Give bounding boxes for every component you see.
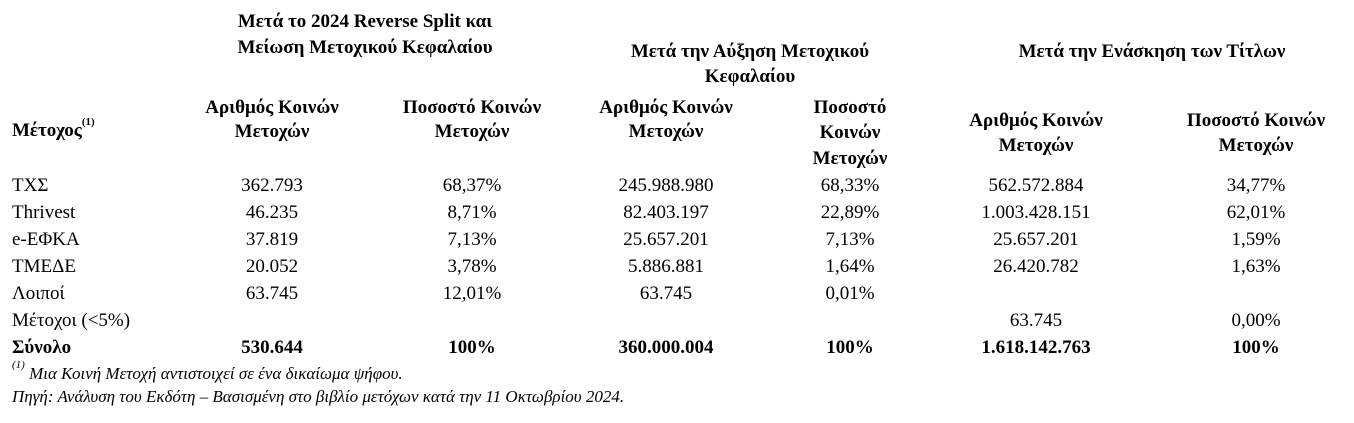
row-c3: 1.003.428.151 (981, 202, 1091, 223)
row-c1: 362.793 (241, 175, 303, 196)
footnote-voting (12, 359, 403, 385)
row-p3: 1,59% (1231, 229, 1281, 250)
col3-pct-header-line2: Μετοχών (1218, 135, 1294, 156)
row-c3: 63.745 (1009, 310, 1063, 331)
total-p2: 100% (826, 337, 874, 358)
total-p3: 100% (1232, 337, 1280, 358)
col3-pct-header-line1: Ποσοστό Κοινών (1186, 110, 1326, 131)
group-header-warrants-exercise: Μετά την Ενάσκηση των Τίτλων (1018, 41, 1286, 62)
col2-pct-header-line1: Ποσοστό (813, 97, 887, 118)
row-name: Λοιποί (12, 283, 65, 304)
group-header-reverse-split-line2: Μείωση Μετοχικού Κεφαλαίου (237, 37, 493, 58)
col1-count-header-line1: Αριθμός Κοινών (205, 97, 339, 118)
row-c3: 562.572.884 (988, 175, 1084, 196)
row-p2: 1,64% (825, 256, 875, 277)
group-header-capital-increase-line1: Μετά την Αύξηση Μετοχικού (630, 41, 870, 62)
col3-count-header-line2: Μετοχών (998, 135, 1074, 156)
row-name: Thrivest (12, 202, 76, 223)
col2-count-header-line2: Μετοχών (628, 121, 704, 142)
row-c2: 245.988.980 (618, 175, 714, 196)
row-name: e-ΕΦΚΑ (12, 229, 80, 250)
row-c1: 37.819 (245, 229, 299, 250)
column-header-holder (12, 116, 95, 142)
col3-count-header-line1: Αριθμός Κοινών (969, 110, 1103, 131)
row-p2: 7,13% (825, 229, 875, 250)
col2-count-header-line1: Αριθμός Κοινών (599, 97, 733, 118)
row-p1: 3,78% (447, 256, 497, 277)
row-c3: 26.420.782 (993, 256, 1079, 277)
row-p1: 12,01% (442, 283, 502, 304)
total-c2: 360.000.004 (618, 337, 714, 358)
col1-pct-header-line2: Μετοχών (434, 121, 510, 142)
col1-count-header-line2: Μετοχών (234, 121, 310, 142)
row-c1: 20.052 (245, 256, 299, 277)
row-p1: 8,71% (447, 202, 497, 223)
row-name: ΤΧΣ (12, 175, 49, 196)
col2-pct-header-line2: Κοινών (819, 122, 881, 143)
row-p1: 7,13% (447, 229, 497, 250)
total-c1: 530.644 (241, 337, 303, 358)
row-p1: 68,37% (442, 175, 502, 196)
row-c1: 63.745 (245, 283, 299, 304)
col2-pct-header-line3: Μετοχών (812, 148, 888, 169)
row-p3: 0,00% (1231, 310, 1281, 331)
total-c3: 1.618.142.763 (981, 337, 1091, 358)
row-c3: 25.657.201 (993, 229, 1079, 250)
row-p2: 68,33% (820, 175, 880, 196)
footnote-source: Πηγή: Ανάλυση του Εκδότη – Βασισμένη στο βιβλίο μετόχων κατά την 11 Οκτωβρίου 2024. (12, 387, 625, 406)
row-p3: 62,01% (1226, 202, 1286, 223)
row-c2: 5.886.881 (628, 256, 704, 277)
row-c1: 46.235 (245, 202, 299, 223)
row-c2: 25.657.201 (623, 229, 709, 250)
total-label: Σύνολο (12, 337, 72, 358)
holder-footnote-ref: (1) (81, 116, 95, 128)
group-header-capital-increase-line2: Κεφαλαίου (704, 66, 796, 87)
row-c2: 63.745 (639, 283, 693, 304)
row-name: ΤΜΕΔΕ (12, 256, 76, 277)
col1-pct-header-line1: Ποσοστό Κοινών (402, 97, 542, 118)
row-c2: 82.403.197 (623, 202, 709, 223)
footnote-marker: (1) (12, 359, 25, 371)
row-p3: 34,77% (1226, 175, 1286, 196)
group-header-reverse-split-line1: Μετά το 2024 Reverse Split και (237, 11, 493, 32)
holder-label: Μέτοχος (12, 120, 82, 141)
row-name: Μέτοχοι (<5%) (12, 310, 131, 331)
row-p2: 0,01% (825, 283, 875, 304)
row-p3: 1,63% (1231, 256, 1281, 277)
row-p2: 22,89% (820, 202, 880, 223)
total-p1: 100% (448, 337, 496, 358)
footnote-text: Μια Κοινή Μετοχή αντιστοιχεί σε ένα δικαίωμα ψήφου. (24, 364, 403, 383)
